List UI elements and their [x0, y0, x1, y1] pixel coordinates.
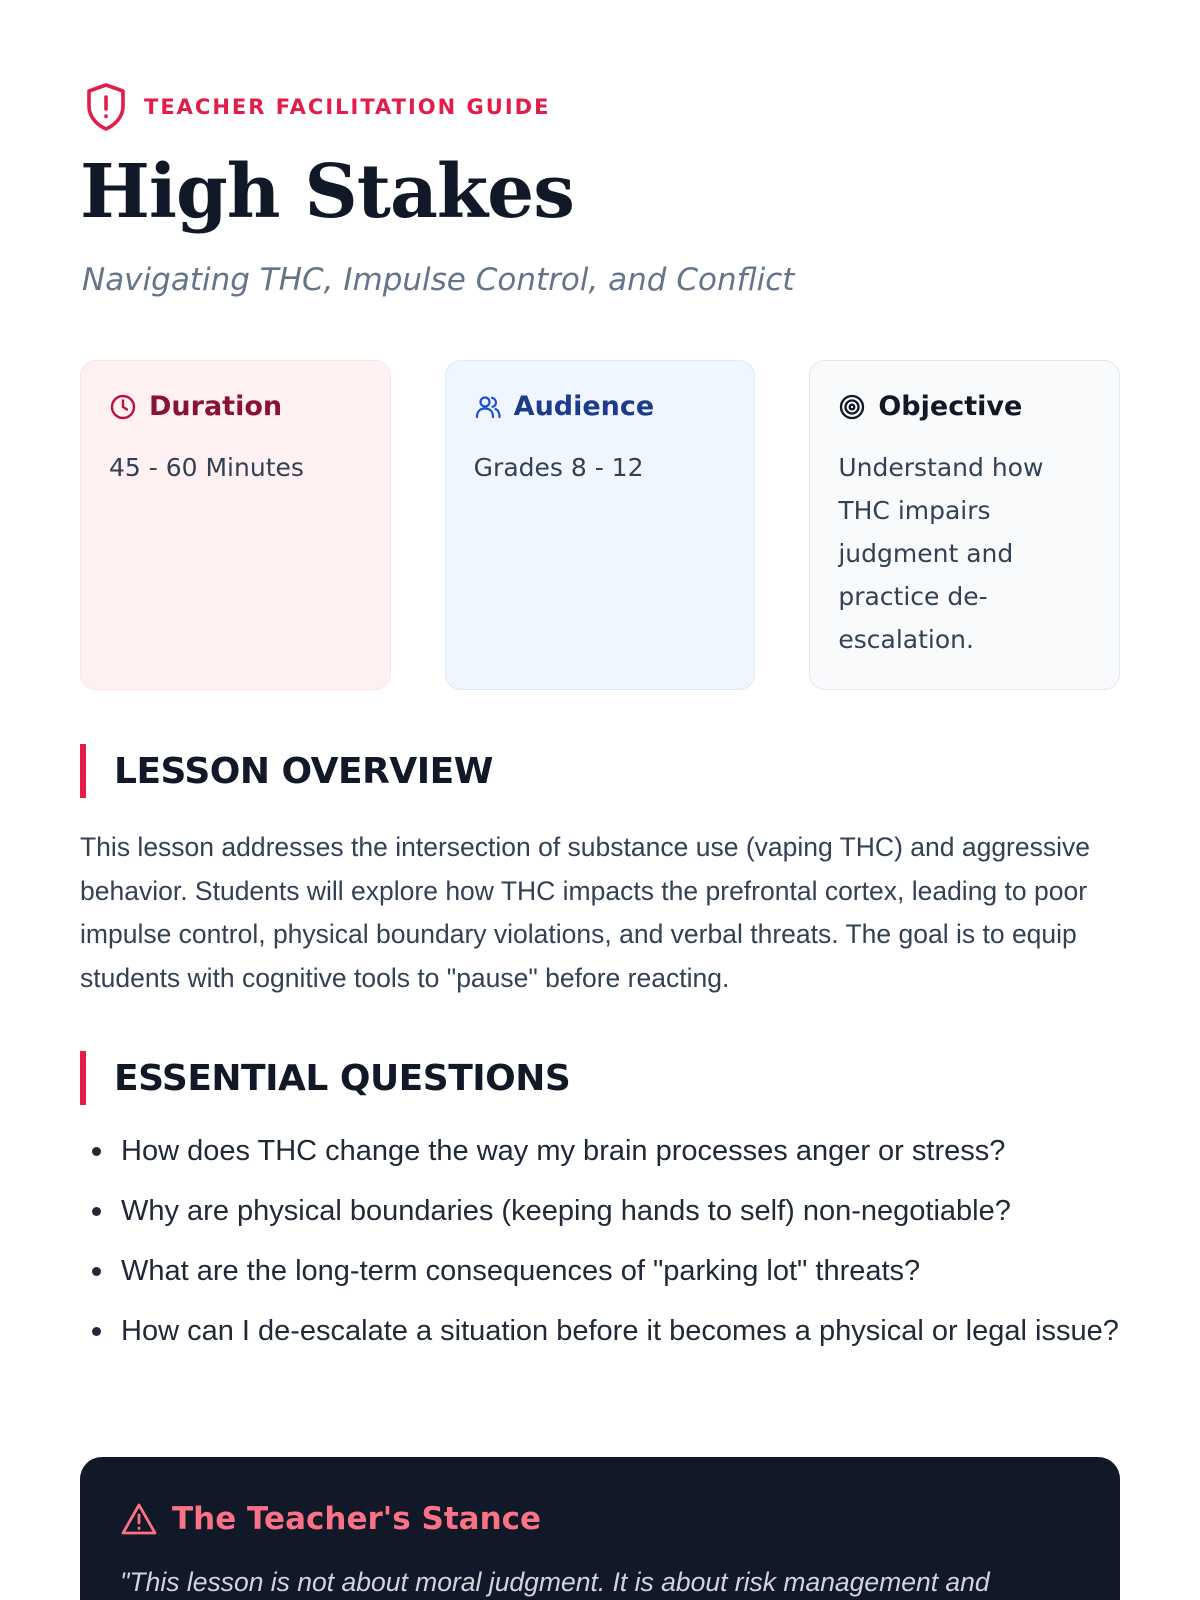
- users-icon: [474, 393, 502, 421]
- clock-icon: [109, 393, 137, 421]
- section-accent-bar: [80, 744, 86, 798]
- question-item: What are the long-term consequences of "parking lot" threats?: [80, 1248, 1120, 1294]
- duration-card: [80, 360, 391, 690]
- objective-value: Understand how THC impairs judgment and practice de-escalation.: [838, 453, 1044, 654]
- stance-quote: "This lesson is not about moral judgment. It is about risk management and: [120, 1567, 990, 1597]
- overview-title: LESSON OVERVIEW: [114, 750, 493, 792]
- guide-eyebrow: [84, 82, 550, 132]
- teacher-stance-box: [80, 1457, 1120, 1600]
- page-subtitle: Navigating THC, Impulse Control, and Conflict: [82, 262, 795, 298]
- page-title: High Stakes: [80, 149, 574, 235]
- question-item: Why are physical boundaries (keeping hands to self) non-negotiable?: [80, 1188, 1120, 1234]
- objective-card: [809, 360, 1120, 690]
- questions-heading: [80, 1051, 570, 1105]
- audience-card: [445, 360, 756, 690]
- essential-questions-list: [80, 1128, 1120, 1368]
- duration-title: Duration: [149, 391, 283, 422]
- duration-value: 45 - 60 Minutes: [109, 453, 304, 482]
- audience-value: Grades 8 - 12: [473, 453, 644, 482]
- objective-title: Objective: [878, 391, 1023, 422]
- overview-text: This lesson addresses the intersection of substance use (vaping THC) and aggressive behavior. Students will explore how THC impacts the prefrontal cortex, leading to poor impulse control, physical boundary violations, and verbal threats. The goal is to equip students with cognitive tools to "pause" before reacting.: [80, 832, 1090, 993]
- shield-alert-icon: [84, 82, 128, 132]
- eyebrow-label: TEACHER FACILITATION GUIDE: [144, 95, 551, 119]
- audience-title: Audience: [513, 391, 655, 422]
- warning-triangle-icon: [120, 1502, 158, 1536]
- questions-title: ESSENTIAL QUESTIONS: [114, 1057, 571, 1099]
- question-item: How does THC change the way my brain processes anger or stress?: [80, 1128, 1120, 1174]
- question-item: How can I de-escalate a situation before it becomes a physical or legal issue?: [80, 1308, 1120, 1354]
- target-icon: [838, 393, 866, 421]
- overview-heading: [80, 744, 493, 798]
- info-cards: [80, 360, 1120, 690]
- stance-title: The Teacher's Stance: [172, 1501, 542, 1537]
- section-accent-bar: [80, 1051, 86, 1105]
